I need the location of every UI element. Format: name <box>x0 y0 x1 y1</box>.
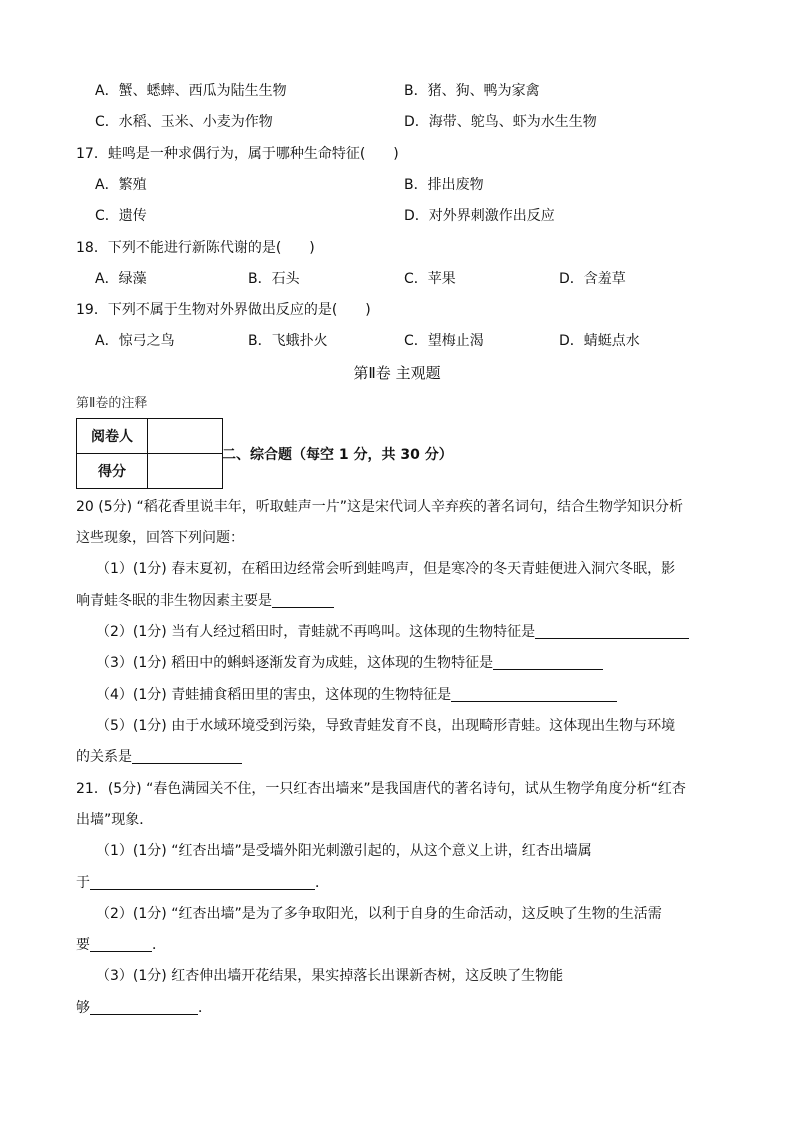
q19-option-a: A．惊弓之鸟 <box>95 333 175 349</box>
q16-option-a: A．蟹、蟋蟀、西瓜为陆生生物 <box>95 83 287 99</box>
q20-part-5-line-1: （5）(1分) 由于水域环境受到污染，导致青蛙发育不良，出现畸形青蛙。这体现出生物与环境 <box>96 718 676 734</box>
q20-part-5-line-2 <box>76 748 242 766</box>
q20-part-1-line-2 <box>76 592 334 610</box>
q20-part-2-text: （2）(1分) 当有人经过稻田时，青蛙就不再鸣叫。这体现的生物特征是 <box>96 624 536 640</box>
q20-answer-blank-5[interactable] <box>132 749 242 764</box>
part-2-title: 第Ⅱ卷 主观题 <box>353 364 441 382</box>
q21-intro-line-2: 出墙”现象． <box>76 812 154 828</box>
score-cell <box>148 454 223 489</box>
q20-answer-blank-2[interactable] <box>535 624 689 639</box>
q17-option-a: A．繁殖 <box>95 177 147 193</box>
q21-intro-line-1: 21．(5分) “春色满园关不住，一只红杏出墙来”是我国唐代的著名诗句，试从生物学角度分析“红杏 <box>76 781 686 797</box>
q21-part-3-line-2 <box>76 999 212 1017</box>
grader-table <box>76 418 223 489</box>
q17-option-d: D．对外界刺激作出反应 <box>404 208 555 224</box>
q19-option-d: D．蜻蜓点水 <box>559 333 640 349</box>
q20-part-4-text: （4）(1分) 青蛙捕食稻田里的害虫，这体现的生物特征是 <box>96 687 452 703</box>
q20-part-2 <box>96 623 689 641</box>
q21-part-2-line-1: （2）(1分) “红杏出墙”是为了多争取阳光，以利于自身的生命活动，这反映了生物的生活需 <box>96 906 662 922</box>
q18-option-d: D．含羞草 <box>559 271 626 287</box>
q21-part-1-line-1: （1）(1分) “红杏出墙”是受墙外阳光刺激引起的，从这个意义上讲，红杏出墙属 <box>96 843 592 859</box>
grader-cell <box>148 419 223 454</box>
q21-part-1-text: 于 <box>76 875 90 891</box>
q18-option-b: B．石头 <box>248 271 300 287</box>
q17-option-c: C．遗传 <box>95 208 147 224</box>
q20-part-3 <box>96 654 603 672</box>
q21-part-1-line-2 <box>76 874 329 892</box>
grader-label: 阅卷人 <box>77 419 148 454</box>
q16-option-d: D．海带、鸵鸟、虾为水生生物 <box>404 114 597 130</box>
q21-answer-blank-3[interactable] <box>90 1000 198 1015</box>
q20-part-1-line-1: （1）(1分) 春末夏初，在稻田边经常会听到蛙鸣声，但是寒冷的冬天青蛙便进入洞穴冬眠，影 <box>96 561 676 577</box>
q21-part-3-line-1: （3）(1分) 红杏伸出墙开花结果，果实掉落长出课新杏树，这反映了生物能 <box>96 968 564 984</box>
q18-stem: 18．下列不能进行新陈代谢的是( ) <box>76 240 315 256</box>
q16-option-b: B．猪、狗、鸭为家禽 <box>404 83 540 99</box>
q16-option-c: C．水稻、玉米、小麦为作物 <box>95 114 273 130</box>
q21-part-2-line-2 <box>76 936 166 954</box>
q17-stem: 17．蛙鸣是一种求偶行为，属于哪种生命特征( ) <box>76 146 399 162</box>
q17-option-b: B．排出废物 <box>404 177 484 193</box>
q20-answer-blank-3[interactable] <box>493 655 603 670</box>
q21-answer-blank-1[interactable] <box>90 875 315 890</box>
q21-part-3-text: 够 <box>76 1000 90 1016</box>
part-2-note: 第Ⅱ卷的注释 <box>76 396 148 411</box>
q20-intro-line-1: 20 (5分) “稻花香里说丰年，听取蛙声一片”这是宋代词人辛弃疾的著名词句，结合生物学知识分析 <box>76 499 684 515</box>
q18-option-a: A．绿藻 <box>95 271 147 287</box>
q20-part-1-text: 响青蛙冬眠的非生物因素主要是 <box>76 593 272 609</box>
q20-answer-blank-4[interactable] <box>451 687 617 702</box>
q20-part-4 <box>96 686 617 704</box>
q20-part-5-text: 的关系是 <box>76 749 132 765</box>
q20-answer-blank-1[interactable] <box>272 593 334 608</box>
section-title: 二、综合题（每空 1 分，共 30 分） <box>222 447 453 463</box>
q21-period-2: ． <box>152 937 166 953</box>
q18-option-c: C．苹果 <box>404 271 456 287</box>
q21-part-2-text: 要 <box>76 937 90 953</box>
q21-period-1: ． <box>315 875 329 891</box>
q19-option-b: B．飞蛾扑火 <box>248 333 328 349</box>
score-label: 得分 <box>77 454 148 489</box>
q20-intro-line-2: 这些现象，回答下列问题： <box>76 530 244 546</box>
q19-option-c: C．望梅止渴 <box>404 333 484 349</box>
q19-stem: 19．下列不属于生物对外界做出反应的是( ) <box>76 302 371 318</box>
q21-period-3: ． <box>198 1000 212 1016</box>
q20-part-3-text: （3）(1分) 稻田中的蝌蚪逐渐发育为成蛙，这体现的生物特征是 <box>96 655 494 671</box>
q21-answer-blank-2[interactable] <box>90 937 152 952</box>
